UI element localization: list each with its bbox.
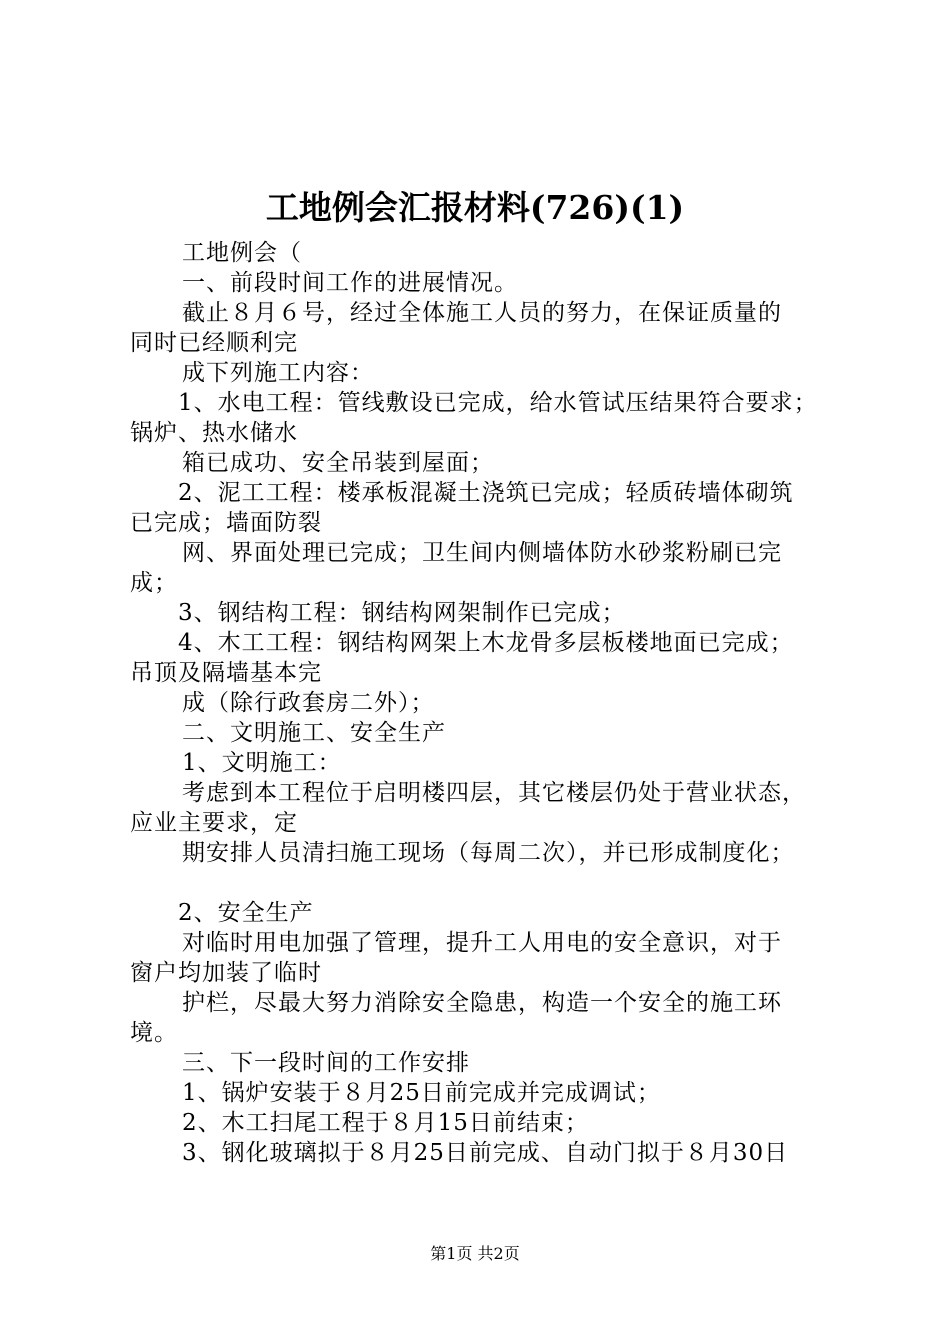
paragraph-line: 对临时用电加强了管理，提升工人用电的安全意识，对于 [182, 930, 782, 956]
paragraph-line: 吊顶及隔墙基本完 [130, 660, 322, 686]
list-item: 1、水电工程：管线敷设已完成，给水管试压结果符合要求； [178, 390, 818, 416]
list-item: 3、钢结构工程：钢结构网架制作已完成； [178, 600, 626, 626]
paragraph-line: 成（除行政套房二外）； [182, 690, 435, 716]
list-item: 4、木工工程：钢结构网架上木龙骨多层板楼地面已完成； [178, 630, 794, 656]
paragraph-line: 成下列施工内容： [182, 360, 374, 386]
paragraph-line: 境。 [130, 1020, 178, 1046]
paragraph-line: 箱已成功、安全吊装到屋面； [182, 450, 494, 476]
list-item: 2、泥工工程：楼承板混凝土浇筑已完成；轻质砖墙体砌筑 [178, 480, 794, 506]
section-heading: 一、前段时间工作的进展情况。 [182, 270, 518, 296]
paragraph-line: 考虑到本工程位于启明楼四层，其它楼层仍处于营业状态， [182, 780, 806, 806]
paragraph-line: 护栏，尽最大努力消除安全隐患，构造一个安全的施工环 [182, 990, 782, 1016]
document-body [130, 238, 840, 1168]
paragraph-line: 应业主要求，定 [130, 810, 298, 836]
paragraph-line: 已完成；墙面防裂 [130, 510, 322, 536]
paragraph-line: 截止８月６号，经过全体施工人员的努力，在保证质量的 [182, 300, 782, 326]
paragraph-line: 网、界面处理已完成；卫生间内侧墙体防水砂浆粉刷已完 [182, 540, 782, 566]
paragraph-line: 工地例会（ [182, 240, 302, 266]
paragraph-line: 窗户均加装了临时 [130, 960, 322, 986]
paragraph-line: 同时已经顺利完 [130, 330, 298, 356]
paragraph-line: 成； [130, 570, 178, 596]
blank-line [130, 868, 840, 898]
document-title: 工地例会汇报材料(726)(1) [265, 188, 685, 227]
list-item: 1、文明施工： [182, 750, 342, 776]
section-heading: 二、文明施工、安全生产 [182, 720, 446, 746]
paragraph-line: 锅炉、热水储水 [130, 420, 298, 446]
page-footer: 第1页 共2页 [430, 1244, 520, 1263]
section-heading: 三、下一段时间的工作安排 [182, 1050, 470, 1076]
list-item: 1、锅炉安装于８月25日前完成并完成调试； [182, 1080, 661, 1106]
paragraph-line: 期安排人员清扫施工现场（每周二次），并已形成制度化； [182, 840, 795, 866]
list-item: 2、木工扫尾工程于８月15日前结束； [182, 1110, 589, 1136]
list-item: 2、安全生产 [178, 900, 314, 926]
list-item: 3、钢化玻璃拟于８月25日前完成、自动门拟于８月30日 [182, 1140, 789, 1166]
